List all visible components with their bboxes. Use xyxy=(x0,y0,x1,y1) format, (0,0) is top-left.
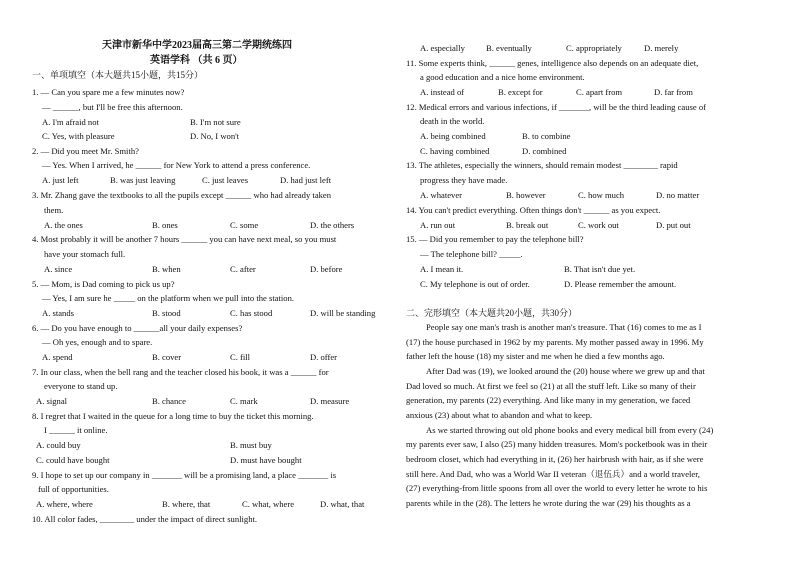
option[interactable]: C. apart from xyxy=(576,87,623,97)
option[interactable]: A. stands xyxy=(42,308,74,318)
option[interactable]: A. spend xyxy=(42,352,73,362)
option[interactable]: C. Yes, with pleasure xyxy=(42,131,115,141)
q14-stem: 14. You can't predict everything. Often things don't ______ as you expect. xyxy=(406,205,661,215)
q3-stem-cont: them. xyxy=(44,205,64,215)
option[interactable]: B. stood xyxy=(152,308,181,318)
option[interactable]: A. instead of xyxy=(420,87,465,97)
q9-stem-cont: full of opportunities. xyxy=(38,484,109,494)
q5-stem: 5. — Mom, is Dad coming to pick us up? xyxy=(32,279,175,289)
q8-stem-cont: I ______ it online. xyxy=(44,425,108,435)
q6-stem: 6. — Do you have enough to ______all your daily expenses? xyxy=(32,323,243,333)
option[interactable]: C. work out xyxy=(578,220,619,230)
option[interactable]: A. whatever xyxy=(420,190,462,200)
option[interactable]: C. some xyxy=(230,220,259,230)
option[interactable]: D. merely xyxy=(644,43,679,53)
passage-line: Dad loved so much. At first we feel so (21) at all the stuff left. Like so many of their xyxy=(406,381,696,391)
option[interactable]: C. after xyxy=(230,264,256,274)
option[interactable]: C. mark xyxy=(230,396,258,406)
option[interactable]: A. being combined xyxy=(420,131,486,141)
option[interactable]: D. before xyxy=(310,264,343,274)
option[interactable]: A. especially xyxy=(420,43,465,53)
passage-line: As we started throwing out old phone books and every medical bill from every (24) xyxy=(426,425,714,435)
passage-line: bedroom closet, which had everything in it, (26) her hairbrush with hair, as if she were xyxy=(406,454,704,464)
option[interactable]: C. what, where xyxy=(242,499,295,509)
option[interactable]: D. will be standing xyxy=(310,308,376,318)
option[interactable]: C. just leaves xyxy=(202,175,249,185)
q10-stem: 10. All color fades, ________ under the impact of direct sunlight. xyxy=(32,514,258,524)
option[interactable]: D. no matter xyxy=(656,190,700,200)
q1-reply: — ______, but I'll be free this afternoon. xyxy=(42,102,183,112)
q13-stem: 13. The athletes, especially the winners, should remain modest ________ rapid xyxy=(406,160,678,170)
passage-line: father left the house (18) my sister and me when he died a few months ago. xyxy=(406,351,665,361)
option[interactable]: B. cover xyxy=(152,352,182,362)
q12-stem: 12. Medical errors and various infections, if _______, will be the third leading cause of xyxy=(406,102,706,112)
passage-line: (27) everything-from little spoons from all over the world to every letter he wrote to his xyxy=(406,483,708,493)
passage-line: generation, my parents (22) everything. And like many in my generation, we faced xyxy=(406,395,691,405)
q9-stem: 9. I hope to set up our company in _______ will be a promising land, a place _______ is xyxy=(32,470,337,480)
option[interactable]: B. chance xyxy=(152,396,186,406)
option[interactable]: B. when xyxy=(152,264,181,274)
section1-heading: 一、单项填空（本大题共15小题，共15分） xyxy=(32,70,204,80)
passage-line: After Dad was (19), we looked around the (20) house where we grew up and that xyxy=(426,366,705,376)
subject-line: 英语学科 （共 6 页） xyxy=(150,55,243,66)
school-title: 天津市新华中学2023届高三第二学期统练四 xyxy=(102,40,292,51)
q3-stem: 3. Mr. Zhang gave the textbooks to all the pupils except ______ who had already taken xyxy=(32,190,332,200)
option[interactable]: A. the ones xyxy=(44,220,83,230)
option[interactable]: A. where, where xyxy=(36,499,93,509)
option[interactable]: D. No, I won't xyxy=(190,131,240,141)
passage-line: still here. And Dad, who was a World War II veteran（退伍兵）and a world traveler, xyxy=(406,469,700,479)
option[interactable]: A. since xyxy=(44,264,73,274)
q11-stem-cont: a good education and a nice home environment. xyxy=(420,72,585,82)
option[interactable]: C. has stood xyxy=(230,308,273,318)
q12-stem-cont: death in the world. xyxy=(420,116,485,126)
q4-stem-cont: have your stomach full. xyxy=(44,249,126,259)
option[interactable]: B. however xyxy=(506,190,546,200)
option[interactable]: A. just left xyxy=(42,175,79,185)
q8-stem: 8. I regret that I waited in the queue for a long time to buy the ticket this morning. xyxy=(32,411,314,421)
q4-stem: 4. Most probably it will be another 7 hours ______ you can have next meal, so you must xyxy=(32,234,337,244)
q13-stem-cont: progress they have made. xyxy=(420,175,508,185)
q1-stem: 1. — Can you spare me a few minutes now? xyxy=(32,87,185,97)
option[interactable]: A. run out xyxy=(420,220,456,230)
option[interactable]: C. appropriately xyxy=(566,43,622,53)
option[interactable]: C. having combined xyxy=(420,146,490,156)
option[interactable]: B. to combine xyxy=(522,131,571,141)
q7-stem-cont: everyone to stand up. xyxy=(44,381,118,391)
q6-reply: — Oh yes, enough and to spare. xyxy=(42,337,153,347)
q5-reply: — Yes, I am sure he _____ on the platform when we pull into the station. xyxy=(42,293,295,303)
option[interactable]: D. combined xyxy=(522,146,567,156)
option[interactable]: D. what, that xyxy=(320,499,365,509)
passage-line: anxious (23) about what to abandon and what to keep. xyxy=(406,410,593,420)
q11-stem: 11. Some experts think, ______ genes, intelligence also depends on an adequate diet, xyxy=(406,58,699,68)
passage-line: parents while in the (28). The letters he wrote during the war (29) his thoughts as a xyxy=(406,498,691,508)
passage-line: People say one man's trash is another man's treasure. That (16) comes to me as I xyxy=(426,322,702,332)
option[interactable]: B. except for xyxy=(498,87,543,97)
option[interactable]: D. measure xyxy=(310,396,350,406)
option[interactable]: A. I'm afraid not xyxy=(42,117,99,127)
option[interactable]: B. eventually xyxy=(486,43,532,53)
option[interactable]: B. I'm not sure xyxy=(190,117,241,127)
option[interactable]: D. offer xyxy=(310,352,338,362)
option[interactable]: C. how much xyxy=(578,190,625,200)
option[interactable]: D. put out xyxy=(656,220,691,230)
option[interactable]: C. could have bought xyxy=(36,455,110,465)
option[interactable]: D. the others xyxy=(310,220,355,230)
option[interactable]: D. must have bought xyxy=(230,455,302,465)
option[interactable]: D. far from xyxy=(654,87,693,97)
q2-stem: 2. — Did you meet Mr. Smith? xyxy=(32,146,139,156)
option[interactable]: B. That isn't due yet. xyxy=(564,264,636,274)
option[interactable]: D. had just left xyxy=(280,175,332,185)
section2-heading: 二、完形填空（本大题共20小题，共30分） xyxy=(406,308,578,318)
option[interactable]: B. ones xyxy=(152,220,178,230)
passage-line: my parents ever saw, I also (25) many hidden treasures. Mom's pocketbook was in their xyxy=(406,439,708,449)
option[interactable]: B. must buy xyxy=(230,440,272,450)
q2-reply: — Yes. When I arrived, he ______ for New York to attend a press conference. xyxy=(42,160,311,170)
q7-stem: 7. In our class, when the bell rang and the teacher closed his book, it was a ______ for xyxy=(32,367,329,377)
option[interactable]: B. where, that xyxy=(162,499,211,509)
option[interactable]: B. was just leaving xyxy=(110,175,176,185)
q15-stem: 15. — Did you remember to pay the telephone bill? xyxy=(406,234,584,244)
passage-line: (17) the house purchased in 1962 by my parents. My mother passed away in 1996. My xyxy=(406,337,704,347)
option[interactable]: D. Please remember the amount. xyxy=(564,279,677,289)
option[interactable]: A. could buy xyxy=(36,440,81,450)
option[interactable]: C. fill xyxy=(230,352,251,362)
option[interactable]: A. signal xyxy=(36,396,68,406)
option[interactable]: C. My telephone is out of order. xyxy=(420,279,530,289)
q15-reply: — The telephone bill? _____. xyxy=(420,249,523,259)
option[interactable]: B. break out xyxy=(506,220,549,230)
option[interactable]: A. I mean it. xyxy=(420,264,464,274)
